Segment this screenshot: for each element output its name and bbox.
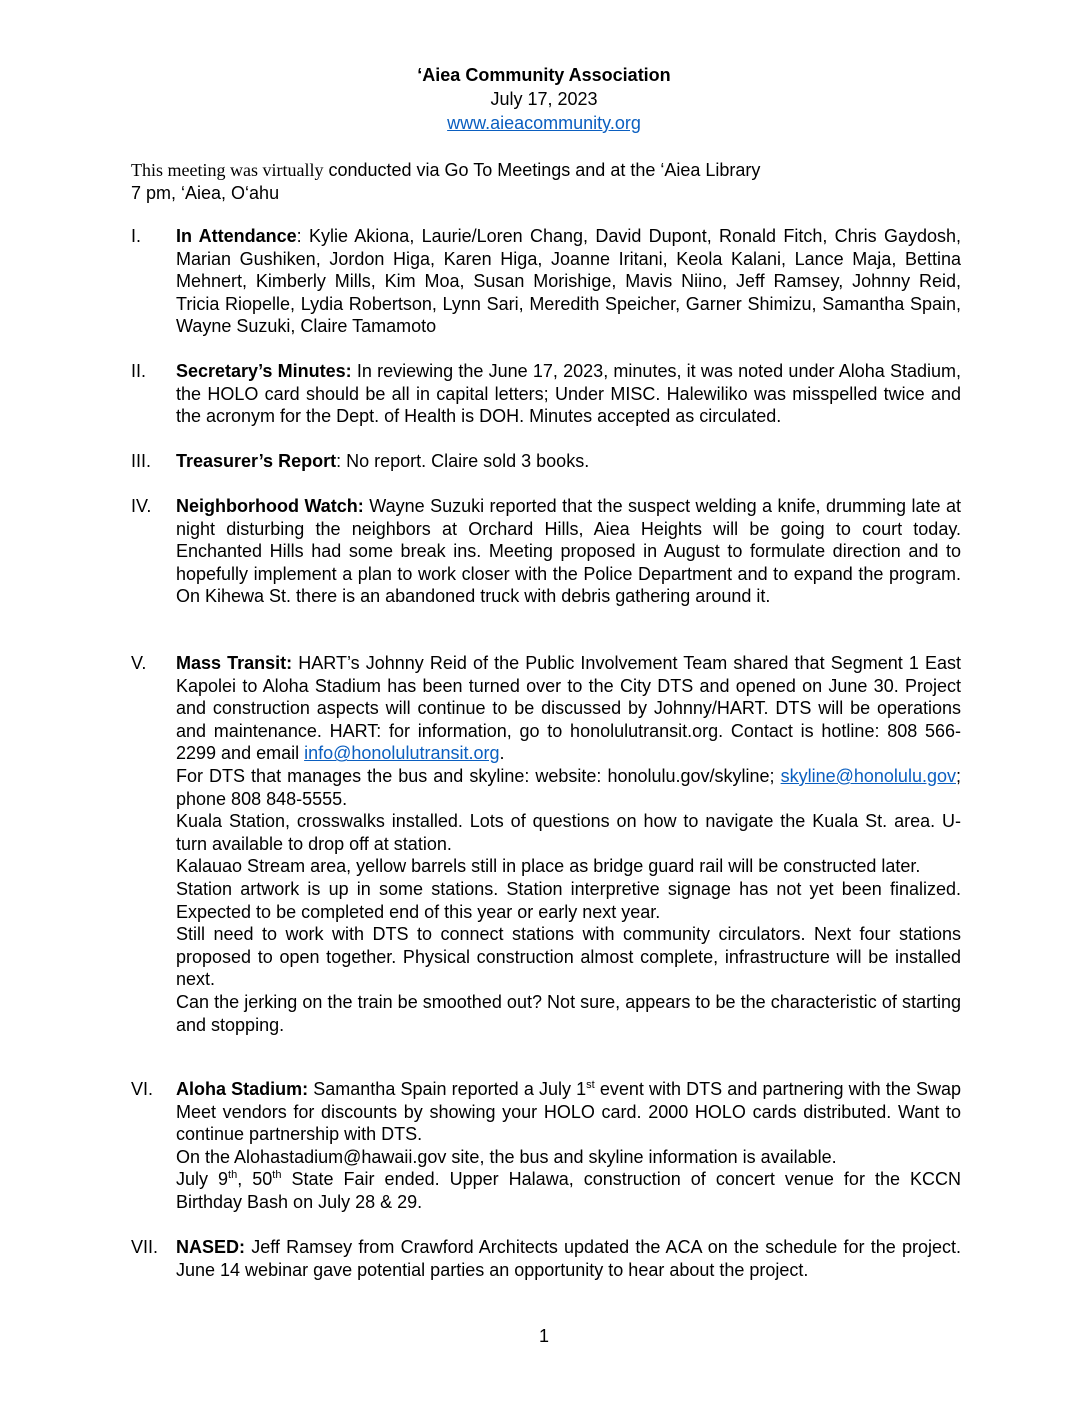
- paragraph: [176, 1078, 961, 1146]
- paragraph: Station artwork is up in some stations. Station interpretive signage has not yet been finalized. Expected to be completed end of this year or early next year.: [176, 878, 961, 922]
- section-text: .: [499, 743, 505, 764]
- section-body: [176, 1236, 961, 1281]
- section-treasurer-report: [131, 450, 961, 473]
- section-body: [176, 1078, 961, 1214]
- section-label: Treasurer’s Report: [176, 451, 337, 471]
- section-mass-transit: [131, 652, 961, 1036]
- section-text: For DTS that manages the bus and skyline: website: honolulu.gov/skyline;: [176, 765, 781, 786]
- meeting-time-location: 7 pm, ‘Aiea, O‘ahu: [131, 183, 280, 203]
- section-text: Jeff Ramsey from Crawford Architects updated the ACA on the schedule for the project. June 14 webinar gave potential parties an opportunity to hear about the project.: [176, 1237, 961, 1280]
- section-text: July 9: [176, 1169, 229, 1190]
- section-number: I.: [131, 226, 142, 246]
- section-text: ; phone 808 848-5555.: [176, 765, 961, 809]
- section-number: III.: [131, 451, 152, 471]
- section-number: VI.: [131, 1079, 154, 1099]
- intro-text: conducted via Go To Meetings and at the ‘Aiea Library: [323, 160, 761, 180]
- section-text: State Fair ended. Upper Halawa, construction of concert venue for the KCCN Birthday Bash on July 28 & 29.: [176, 1169, 961, 1212]
- paragraph: Kalauao Stream area, yellow barrels still in place as bridge guard rail will be constructed later.: [176, 856, 921, 877]
- meeting-intro: [131, 159, 760, 182]
- paragraph: Can the jerking on the train be smoothed out? Not sure, appears to be the characteristic of starting and stopping.: [176, 991, 961, 1035]
- section-neighborhood-watch: [131, 495, 961, 608]
- paragraph: Still need to work with DTS to connect stations with community circulators. Next four stations proposed to open together. Physical construction almost complete, infrastructure will be installed next.: [176, 924, 961, 990]
- website-link[interactable]: www.aieacommunity.org: [447, 113, 641, 133]
- section-text: : Kylie Akiona, Laurie/Loren Chang, David Dupont, Ronald Fitch, Chris Gaydosh, Marian Gushiken, Jordon Higa, Karen Higa, Joanne Iritani, Keola Kalani, Lance Maja, Bettina Mehnert, Kimberly Mills, Kim Moa, Susan Morishige, Mavis Niino, Jeff Ramsey, Johnny Reid, Tricia Riopelle, Lydia Robertson, Lynn Sari, Meredith Speicher, Garner Shimizu, Samantha Spain, Wayne Suzuki, Claire Tamamoto: [176, 226, 961, 337]
- section-aloha-stadium: [131, 1078, 961, 1214]
- superscript: st: [586, 1079, 595, 1091]
- section-number: IV.: [131, 496, 152, 516]
- paragraph: [176, 1168, 961, 1213]
- section-body: [176, 495, 961, 608]
- section-text: event with DTS and partnering with the Swap Meet vendors for discounts by showing your HOLO card. 2000 HOLO cards distributed. Want to continue partnership with DTS.: [176, 1079, 961, 1145]
- superscript: th: [272, 1169, 282, 1182]
- paragraph: [176, 765, 961, 810]
- section-text: , 50: [237, 1169, 273, 1190]
- section-text: Samantha Spain reported a July 1: [308, 1079, 587, 1099]
- superscript: th: [228, 1169, 238, 1182]
- section-number: II.: [131, 361, 147, 381]
- section-text: Wayne Suzuki reported that the suspect welding a knife, drumming late at night disturbing the neighbors at Orchard Hills, Aiea Heights will be going to court today. Enchanted Hills had some break ins. Meeting proposed in August to formulate direction and to hopefully implement a plan to work closer with the Police Department and to expand the program. On Kihewa St. there is an abandoned truck with debris gathering around it.: [176, 496, 961, 607]
- section-label: In Attendance: [176, 226, 297, 246]
- section-secretary-minutes: [131, 360, 961, 428]
- paragraph: [176, 652, 961, 765]
- section-body: [176, 450, 961, 473]
- skyline-email-link[interactable]: skyline@honolulu.gov: [780, 765, 956, 786]
- section-number: VII.: [131, 1237, 159, 1257]
- document-title: ‘Aiea Community Association: [417, 65, 671, 85]
- section-body: [176, 652, 961, 1036]
- section-attendance: [131, 225, 961, 338]
- intro-serif-text: This meeting was virtually: [131, 160, 324, 180]
- section-label: Secretary’s Minutes:: [176, 361, 352, 381]
- section-label: Mass Transit:: [176, 653, 293, 673]
- section-label: Neighborhood Watch:: [176, 496, 364, 516]
- hart-email-link[interactable]: info@honolulutransit.org: [304, 743, 500, 764]
- section-body: [176, 225, 961, 338]
- page-number: 1: [538, 1326, 549, 1346]
- section-text: HART’s Johnny Reid of the Public Involvement Team shared that Segment 1 East Kapolei to Aloha Stadium has been turned over to the City DTS and opened on June 30. Project and construction aspects will continue to be discussed by Johnny/HART. DTS will be operations and maintenance. HART: for information, go to honolulutransit.org. Contact is hotline: 808 566-2299 and email: [176, 653, 961, 764]
- section-label: NASED:: [176, 1237, 246, 1257]
- section-number: V.: [131, 653, 147, 673]
- paragraph: Kuala Station, crosswalks installed. Lots of questions on how to navigate the Kuala St. area. U-turn available to drop off at station.: [176, 811, 961, 854]
- paragraph: On the Alohastadium@hawaii.gov site, the bus and skyline information is available.: [176, 1146, 837, 1167]
- section-label: Aloha Stadium:: [176, 1079, 309, 1099]
- section-text: : No report. Claire sold 3 books.: [336, 451, 590, 471]
- section-nased: [131, 1236, 961, 1281]
- section-text: In reviewing the June 17, 2023, minutes, it was noted under Aloha Stadium, the HOLO card should be all in capital letters; Under MISC. Halewiliko was misspelled twice and the acronym for the Dept. of Health is DOH. Minutes accepted as circulated.: [176, 361, 962, 427]
- meeting-date: July 17, 2023: [490, 89, 598, 109]
- section-body: [176, 360, 961, 428]
